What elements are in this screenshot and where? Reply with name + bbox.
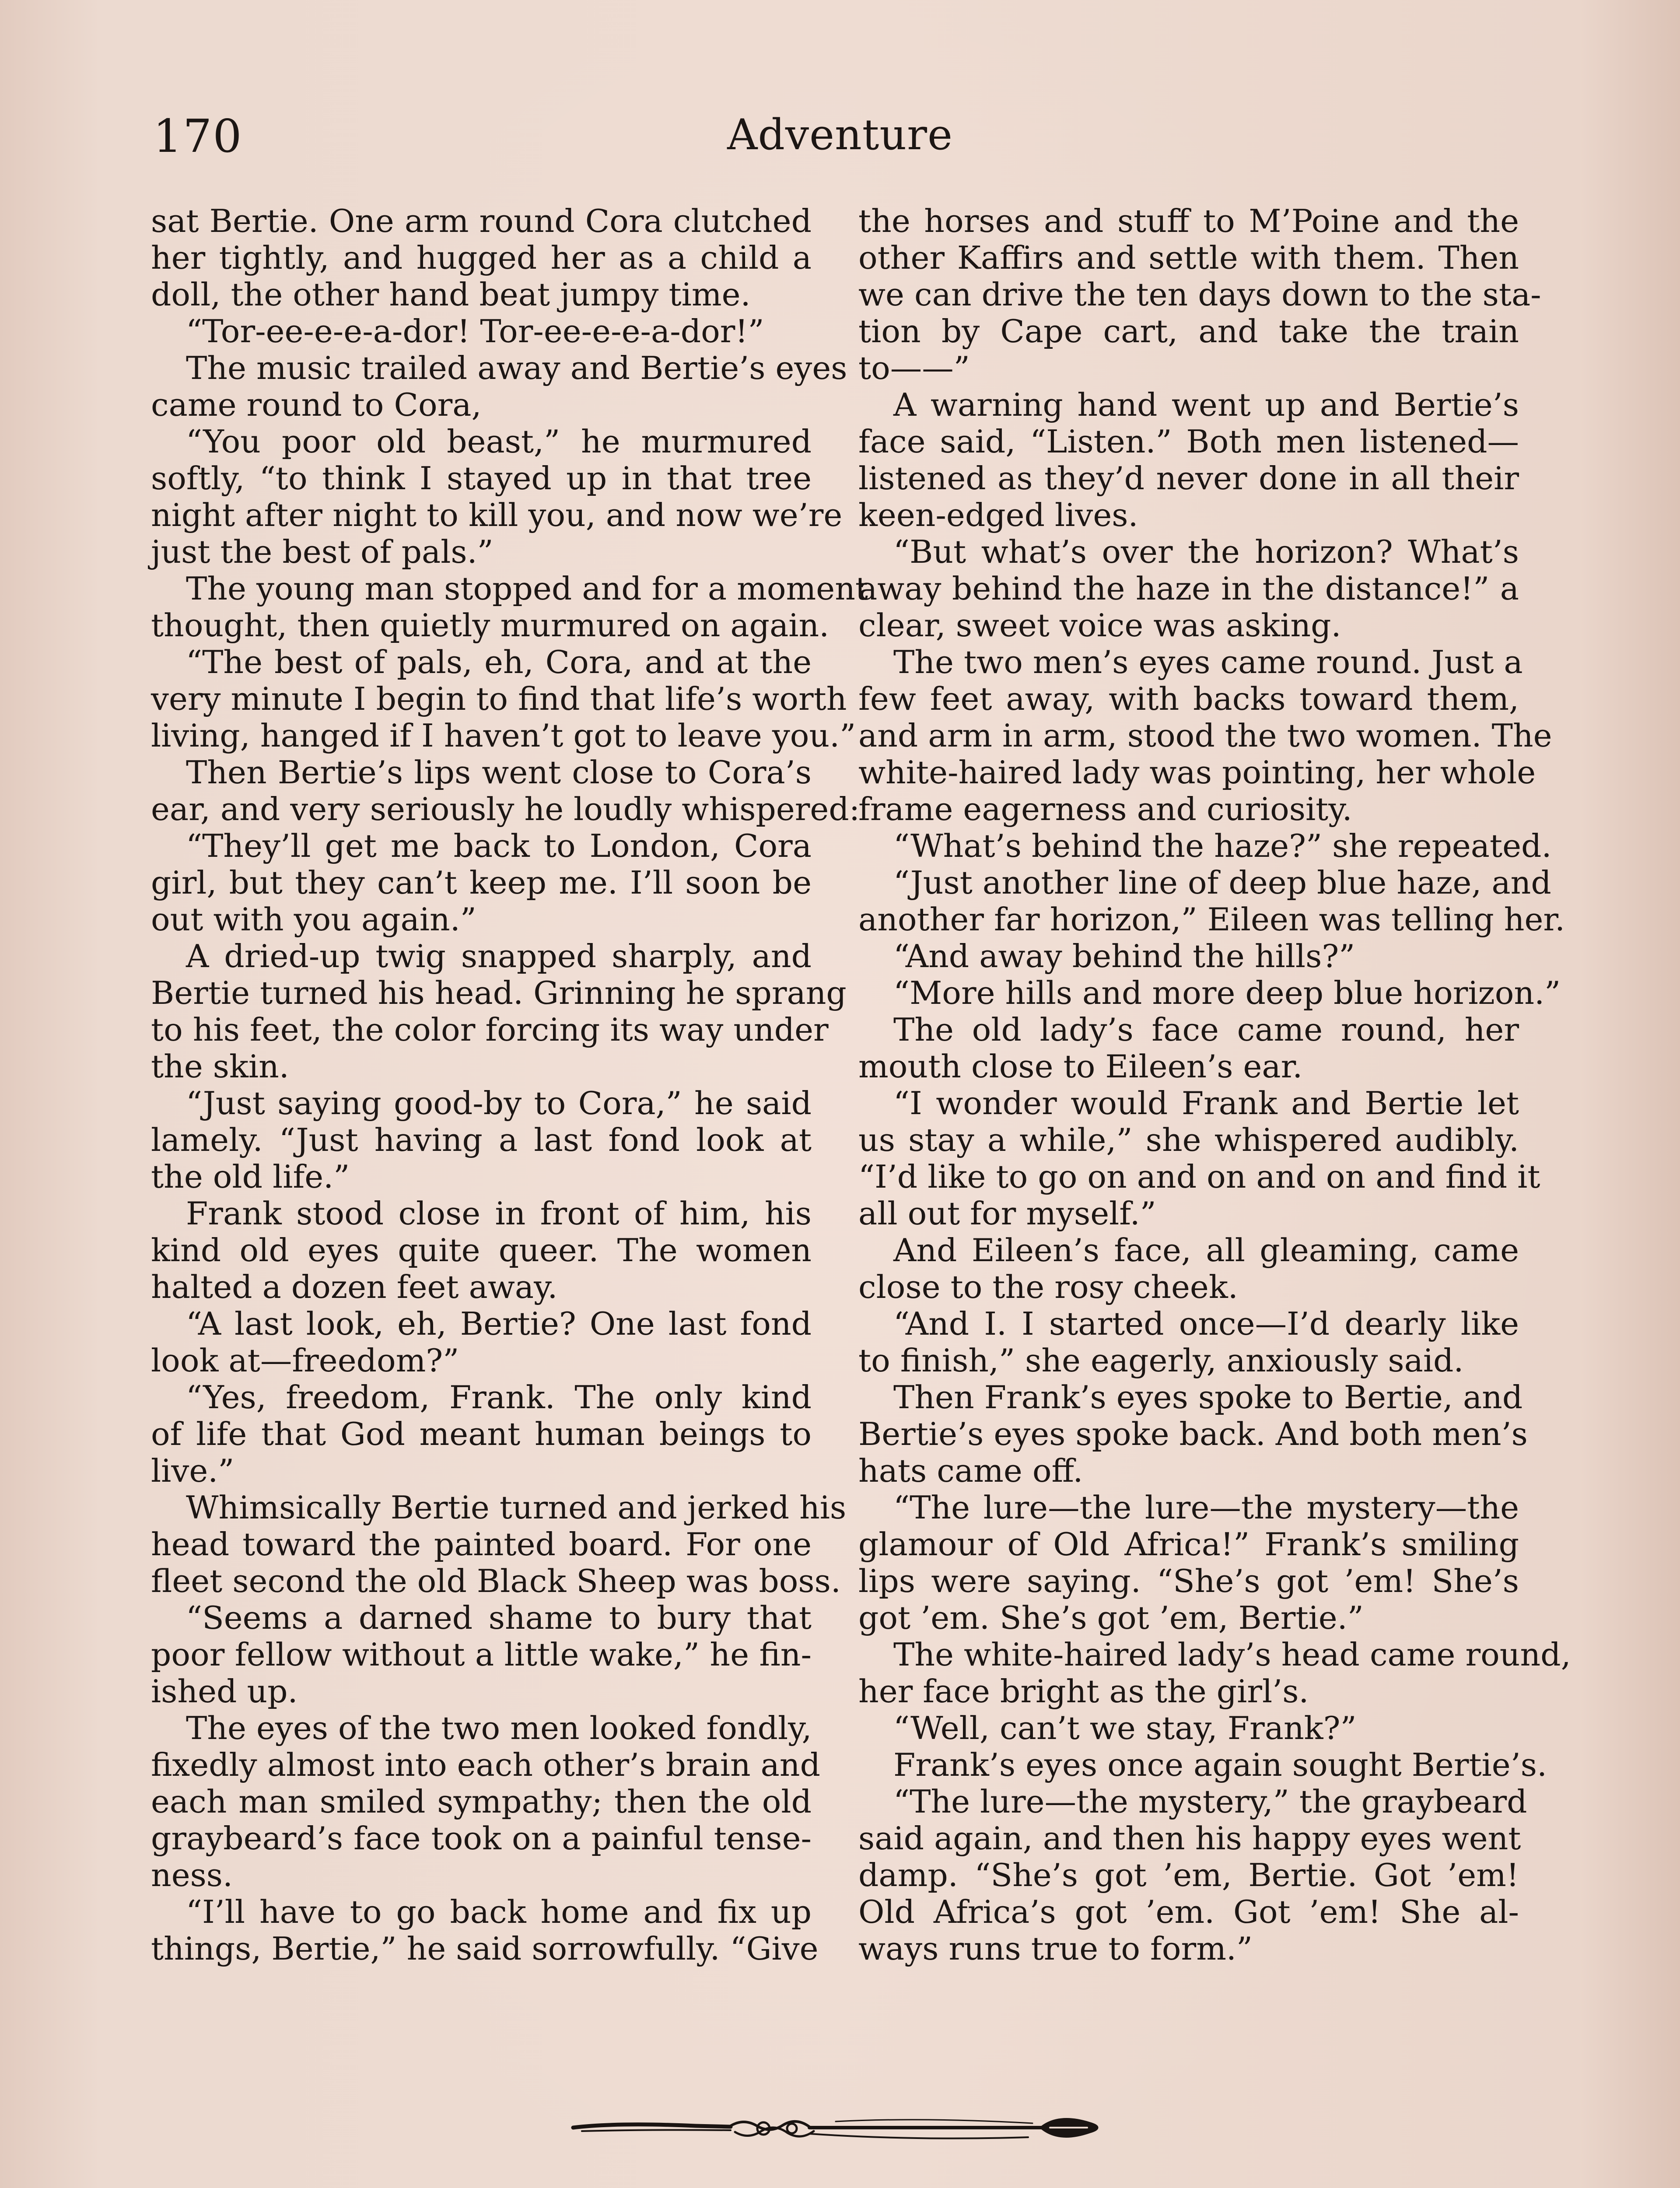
right-column-text-line: “But what’s over the horizon? What’s <box>893 534 1519 571</box>
right-column-text-line: got ’em. She’s got ’em, Bertie.” <box>858 1600 1364 1637</box>
right-column-text-line: another far horizon,” Eileen was telling her. <box>858 901 1565 938</box>
left-column-text-line: living, hanged if I haven’t got to leave you.” <box>151 718 856 754</box>
left-column-text-line: The young man stopped and for a moment <box>186 571 868 607</box>
right-column-text-line: mouth close to Eileen’s ear. <box>858 1048 1303 1085</box>
left-column-text-line: softly, “to think I stayed up in that tree <box>151 460 812 497</box>
left-column-text-line: came round to Cora, <box>151 387 482 424</box>
left-column-text-line: Then Bertie’s lips went close to Cora’s <box>186 754 812 791</box>
right-column-text-line: and arm in arm, stood the two women. The <box>858 718 1552 754</box>
left-text-column <box>151 203 868 1967</box>
right-column-text-line: us stay a while,” she whispered audibly. <box>858 1122 1519 1159</box>
right-column-text-line: few feet away, with backs toward them, <box>858 681 1519 718</box>
right-column-text-line: tion by Cape cart, and take the train <box>858 313 1519 350</box>
right-column-text-line: lips were saying. “She’s got ’em! She’s <box>858 1563 1519 1600</box>
left-column-text-line: live.” <box>151 1453 234 1490</box>
right-column-text-line: “Well, can’t we stay, Frank?” <box>893 1710 1357 1747</box>
right-column-text-line: glamour of Old Africa!” Frank’s smiling <box>858 1526 1519 1563</box>
left-column-text-line: Frank stood close in front of him, his <box>186 1196 812 1232</box>
left-column-text-line: “Seems a darned shame to bury that <box>186 1600 812 1637</box>
page-number: 170 <box>153 109 243 163</box>
left-column-text-line: “They’ll get me back to London, Cora <box>186 828 812 865</box>
right-column-text-line: other Kaffirs and settle with them. Then <box>858 240 1519 277</box>
left-column-text-line: poor fellow without a little wake,” he fin- <box>151 1637 812 1673</box>
right-column-text-line: white-haired lady was pointing, her whole <box>858 754 1536 791</box>
left-column-text-line: of life that God meant human beings to <box>151 1416 812 1453</box>
right-column-text-line: the horses and stuff to M’Poine and the <box>858 203 1519 240</box>
right-column-text-line: damp. “She’s got ’em, Bertie. Got ’em! <box>858 1857 1519 1894</box>
left-column-text-line: A dried-up twig snapped sharply, and <box>186 938 812 975</box>
right-column-text-line: “The lure—the lure—the mystery—the <box>893 1490 1519 1526</box>
left-column-text-line: The eyes of the two men looked fondly, <box>186 1710 812 1747</box>
left-column-text-line: head toward the painted board. For one <box>151 1526 812 1563</box>
right-column-text-line: Then Frank’s eyes spoke to Bertie, and <box>893 1379 1523 1416</box>
right-column-text-line: her face bright as the girl’s. <box>858 1673 1309 1710</box>
left-column-text-line: doll, the other hand beat jumpy time. <box>151 277 751 313</box>
left-column-text-line: lamely. “Just having a last fond look at <box>151 1122 812 1159</box>
right-column-text-line: to finish,” she eagerly, anxiously said. <box>858 1343 1464 1379</box>
right-column-text-line: “More hills and more deep blue horizon.” <box>893 975 1561 1012</box>
left-column-text-line: kind old eyes quite queer. The women <box>151 1232 812 1269</box>
right-column-text-line: said again, and then his happy eyes went <box>858 1820 1521 1857</box>
left-column-text-line: the skin. <box>151 1048 289 1085</box>
left-column-text-line: her tightly, and hugged her as a child a <box>151 240 812 277</box>
right-column-text-line: “I’d like to go on and on and on and find it <box>858 1159 1540 1196</box>
right-column-text-line: Old Africa’s got ’em. Got ’em! She al- <box>858 1894 1519 1931</box>
right-column-text-line: to——” <box>858 350 970 387</box>
right-column-text-line: “And away behind the hills?” <box>893 938 1355 975</box>
right-column-text-line: listened as they’d never done in all their <box>858 460 1519 497</box>
left-column-text-line: look at—freedom?” <box>151 1343 459 1379</box>
left-column-text-line: ness. <box>151 1857 233 1894</box>
left-column-text-line: the old life.” <box>151 1159 350 1196</box>
left-column-text-line: Bertie turned his head. Grinning he sprang <box>151 975 847 1012</box>
left-column-text-line: “The best of pals, eh, Cora, and at the <box>186 644 812 681</box>
left-column-text-line: “Just saying good-by to Cora,” he said <box>186 1085 812 1122</box>
right-column-text-line: The old lady’s face came round, her <box>893 1012 1519 1048</box>
left-column-text-line: “I’ll have to go back home and fix up <box>186 1894 812 1931</box>
left-column-text-line: ear, and very seriously he loudly whispered: <box>151 791 860 828</box>
right-column-text-line: The two men’s eyes came round. Just a <box>893 644 1523 681</box>
right-column-text-line: “Just another line of deep blue haze, and <box>893 865 1551 901</box>
left-column-text-line: graybeard’s face took on a painful tense- <box>151 1820 812 1857</box>
right-column-text-line: “What’s behind the haze?” she repeated. <box>893 828 1552 865</box>
right-text-column <box>858 203 1571 1967</box>
right-column-text-line: A warning hand went up and Bertie’s <box>893 387 1519 424</box>
right-column-text-line: The white-haired lady’s head came round, <box>893 1637 1571 1673</box>
right-column-text-line: “And I. I started once—I’d dearly like <box>893 1306 1519 1343</box>
left-column-text-line: “Yes, freedom, Frank. The only kind <box>186 1379 812 1416</box>
left-column-text-line: “You poor old beast,” he murmured <box>186 424 812 460</box>
right-column-text-line: Frank’s eyes once again sought Bertie’s. <box>893 1747 1547 1784</box>
right-column-text-line: And Eileen’s face, all gleaming, came <box>893 1232 1519 1269</box>
right-column-text-line: “I wonder would Frank and Bertie let <box>893 1085 1519 1122</box>
right-column-text-line: we can drive the ten days down to the sta- <box>858 277 1541 313</box>
running-head: Adventure <box>727 110 953 159</box>
spear-ornament-icon <box>564 2100 1116 2157</box>
right-column-text-line: ways runs true to form.” <box>858 1931 1253 1967</box>
left-column-text-line: girl, but they can’t keep me. I’ll soon be <box>151 865 812 901</box>
left-column-text-line: thought, then quietly murmured on again. <box>151 607 830 644</box>
left-column-text-line: halted a dozen feet away. <box>151 1269 558 1306</box>
right-column-text-line: “The lure—the mystery,” the graybeard <box>893 1784 1527 1820</box>
right-column-text-line: clear, sweet voice was asking. <box>858 607 1341 644</box>
left-column-text-line: “Tor-ee-e-e-a-dor! Tor-ee-e-e-a-dor!” <box>186 313 764 350</box>
left-column-text-line: sat Bertie. One arm round Cora clutched <box>151 203 812 240</box>
left-column-text-line: Whimsically Bertie turned and jerked his <box>186 1490 847 1526</box>
left-column-text-line: fixedly almost into each other’s brain and <box>151 1747 821 1784</box>
right-column-text-line: frame eagerness and curiosity. <box>858 791 1352 828</box>
right-column-text-line: hats came off. <box>858 1453 1083 1490</box>
left-column-text-line: The music trailed away and Bertie’s eyes <box>186 350 847 387</box>
right-column-text-line: face said, “Listen.” Both men listened— <box>858 424 1519 460</box>
left-column-text-line: “A last look, eh, Bertie? One last fond <box>186 1306 812 1343</box>
left-column-text-line: night after night to kill you, and now we’re <box>151 497 843 534</box>
left-column-text-line: each man smiled sympathy; then the old <box>151 1784 812 1820</box>
right-column-text-line: close to the rosy cheek. <box>858 1269 1238 1306</box>
left-column-text-line: just the best of pals.” <box>151 534 494 571</box>
left-column-text-line: out with you again.” <box>151 901 476 938</box>
right-column-text-line: away behind the haze in the distance!” a <box>858 571 1519 607</box>
left-column-text-line: things, Bertie,” he said sorrowfully. “Give <box>151 1931 819 1967</box>
right-column-text-line: Bertie’s eyes spoke back. And both men’s <box>858 1416 1528 1453</box>
right-column-text-line: keen-edged lives. <box>858 497 1138 534</box>
left-column-text-line: fleet second the old Black Sheep was boss. <box>151 1563 841 1600</box>
right-column-text-line: all out for myself.” <box>858 1196 1156 1232</box>
left-column-text-line: ished up. <box>151 1673 298 1710</box>
left-column-text-line: to his feet, the color forcing its way under <box>151 1012 829 1048</box>
left-column-text-line: very minute I begin to find that life’s worth <box>151 681 847 718</box>
